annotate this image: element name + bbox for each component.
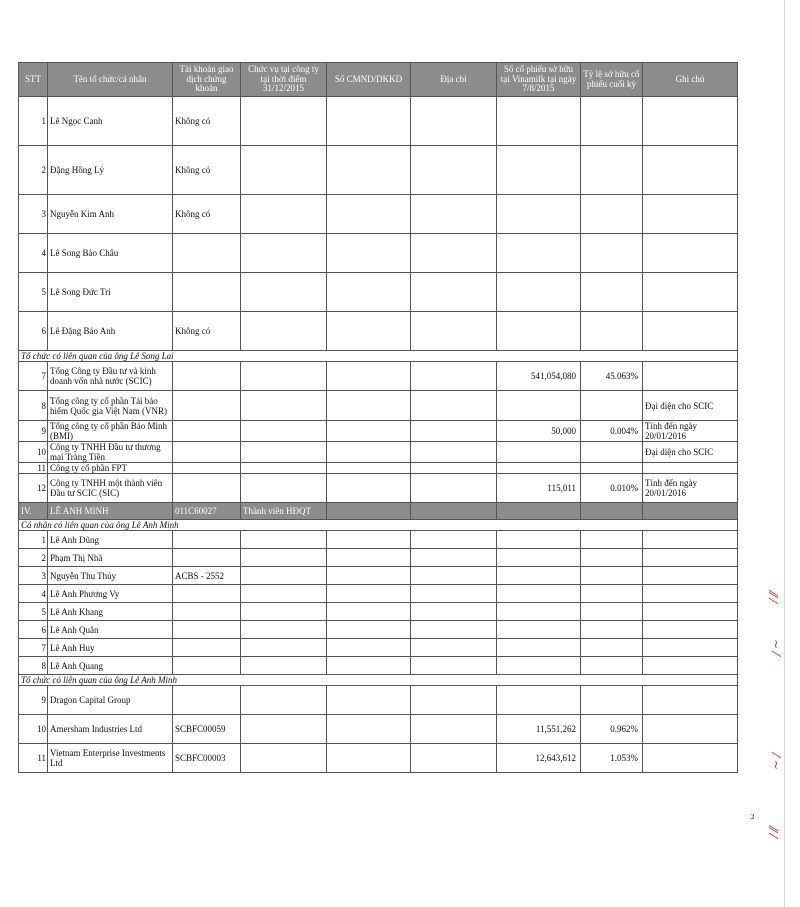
table-row — [19, 686, 738, 715]
row-name: Tổng công ty cổ phần Bảo Minh (BMI) — [48, 421, 173, 442]
row-stt: 7 — [19, 362, 48, 391]
table-row — [19, 273, 738, 312]
table-row — [19, 639, 738, 657]
row-stt: 2 — [19, 549, 48, 567]
row-stt: 8 — [19, 657, 48, 675]
table-row — [19, 234, 738, 273]
row-stt: 9 — [19, 421, 48, 442]
row-account: Không có — [173, 146, 241, 195]
table-row — [19, 312, 738, 351]
row-shares: 50,000 — [497, 421, 581, 442]
row-stt: 7 — [19, 639, 48, 657]
row-name: Đặng Hồng Lý — [48, 146, 173, 195]
group-label-row — [19, 351, 738, 362]
row-shares — [497, 391, 581, 421]
section-stt: IV. — [19, 503, 48, 520]
section-name: LÊ ANH MINH — [48, 503, 173, 520]
row-account — [173, 603, 241, 621]
table-row — [19, 442, 738, 463]
table-row — [19, 567, 738, 585]
table-row — [19, 531, 738, 549]
row-name: Lê Anh Quang — [48, 657, 173, 675]
col-header-id: Số CMND/DKKD — [327, 63, 411, 97]
row-name: Công ty TNHH một thành viên Đầu tư SCIC (SIC) — [48, 474, 173, 503]
group-label: Tổ chức có liên quan của ông Lê Song Lai — [19, 351, 738, 362]
row-stt: 4 — [19, 234, 48, 273]
row-account — [173, 585, 241, 603]
row-account: Không có — [173, 97, 241, 146]
row-stt: 5 — [19, 603, 48, 621]
row-stt: 2 — [19, 146, 48, 195]
row-name: Tổng công ty cổ phần Tái bảo hiểm Quốc gia Việt Nam (VNR) — [48, 391, 173, 421]
row-note — [643, 463, 738, 474]
row-name: Nguyễn Kim Anh — [48, 195, 173, 234]
row-account — [173, 531, 241, 549]
table-row — [19, 195, 738, 234]
row-shares: 541,054,080 — [497, 362, 581, 391]
col-header-stt: STT — [19, 63, 48, 97]
row-account: ACBS - 2552 — [173, 567, 241, 585]
row-account — [173, 657, 241, 675]
table-row — [19, 657, 738, 675]
row-shares: 11,551,262 — [497, 715, 581, 744]
table-row — [19, 97, 738, 146]
col-header-address: Địa chỉ — [411, 63, 497, 97]
row-name: Lê Anh Phương Vy — [48, 585, 173, 603]
table-row — [19, 744, 738, 773]
row-name: Vietnam Enterprise Investments Ltd — [48, 744, 173, 773]
table-row — [19, 585, 738, 603]
table-row — [19, 146, 738, 195]
group-label: Tổ chức có liên quan của ông Lê Anh Minh — [19, 675, 738, 686]
row-name: Tổng Công ty Đầu tư và kinh doanh vốn nhà nước (SCIC) — [48, 362, 173, 391]
row-name: Lê Đặng Bảo Anh — [48, 312, 173, 351]
row-stt: 5 — [19, 273, 48, 312]
row-ratio: 0.962% — [581, 715, 643, 744]
row-ratio — [581, 442, 643, 463]
row-name: Phạm Thị Nhã — [48, 549, 173, 567]
group-label-row — [19, 675, 738, 686]
row-stt: 10 — [19, 715, 48, 744]
row-account: Không có — [173, 195, 241, 234]
row-stt: 1 — [19, 531, 48, 549]
row-shares — [497, 463, 581, 474]
related-parties-table — [18, 62, 738, 773]
row-account — [173, 639, 241, 657]
row-name: Dragon Capital Group — [48, 686, 173, 715]
row-ratio: 1.053% — [581, 744, 643, 773]
row-stt: 11 — [19, 463, 48, 474]
row-stt: 4 — [19, 585, 48, 603]
page-number: 2 — [751, 813, 755, 821]
page-edge — [784, 0, 785, 907]
row-name: Nguyễn Thu Thủy — [48, 567, 173, 585]
row-account: SCBFC00003 — [173, 744, 241, 773]
row-name: Lê Song Bảo Châu — [48, 234, 173, 273]
row-stt: 10 — [19, 442, 48, 463]
row-name: Lê Anh Huy — [48, 639, 173, 657]
table-row — [19, 474, 738, 503]
row-stt: 3 — [19, 567, 48, 585]
row-ratio: 0.004% — [581, 421, 643, 442]
section-account: 011C60027 — [173, 503, 241, 520]
row-name: Công ty TNHH Đầu tư thương mại Tràng Tiền — [48, 442, 173, 463]
col-header-shares: Số cổ phiếu sở hữu tại Vinamilk tại ngày 7/8/2015 — [497, 63, 581, 97]
row-stt: 8 — [19, 391, 48, 421]
row-stt: 3 — [19, 195, 48, 234]
row-shares — [497, 442, 581, 463]
row-shares — [497, 686, 581, 715]
table-row — [19, 362, 738, 391]
row-account — [173, 549, 241, 567]
row-name: Lê Ngọc Canh — [48, 97, 173, 146]
row-ratio — [581, 686, 643, 715]
group-label: Cá nhân có liên quan của ông Lê Anh Minh — [19, 520, 738, 531]
group-label-row — [19, 520, 738, 531]
row-name: Lê Anh Khang — [48, 603, 173, 621]
margin-mark: ~ ⁄ — [768, 639, 783, 655]
row-account — [173, 234, 241, 273]
section-row — [19, 503, 738, 520]
section-position: Thành viên HĐQT — [241, 503, 327, 520]
row-account: Không có — [173, 312, 241, 351]
row-stt: 6 — [19, 621, 48, 639]
col-header-name: Tên tổ chức/cá nhân — [48, 63, 173, 97]
row-note: Đại diện cho SCIC — [643, 442, 738, 463]
row-note: Tính đến ngày 20/01/2016 — [643, 474, 738, 503]
row-stt: 12 — [19, 474, 48, 503]
row-ratio: 45.063% — [581, 362, 643, 391]
row-note: Đại diện cho SCIC — [643, 391, 738, 421]
row-account — [173, 273, 241, 312]
margin-mark: ⁄⁄ ⁄ — [765, 592, 780, 602]
table-row — [19, 421, 738, 442]
row-name: Amersham Industries Ltd — [48, 715, 173, 744]
col-header-ratio: Tỷ lệ sở hữu cổ phiếu cuối kỳ — [581, 63, 643, 97]
margin-mark: ⁄ ~ — [768, 754, 783, 770]
row-account — [173, 686, 241, 715]
table-row — [19, 621, 738, 639]
margin-mark: ⁄⁄ ⁄ — [765, 827, 780, 837]
row-shares: 12,643,612 — [497, 744, 581, 773]
row-note: Tính đến ngày 20/01/2016 — [643, 421, 738, 442]
row-name: Lê Anh Dũng — [48, 531, 173, 549]
row-stt: 1 — [19, 97, 48, 146]
row-ratio: 0.010% — [581, 474, 643, 503]
table-row — [19, 603, 738, 621]
row-name: Lê Anh Quân — [48, 621, 173, 639]
table-row — [19, 463, 738, 474]
row-stt: 11 — [19, 744, 48, 773]
row-name: Công ty cổ phần FPT — [48, 463, 173, 474]
row-account: SCBFC00059 — [173, 715, 241, 744]
row-stt: 9 — [19, 686, 48, 715]
col-header-note: Ghi chú — [643, 63, 738, 97]
row-shares: 115,011 — [497, 474, 581, 503]
col-header-position: Chức vụ tại công ty tại thời điểm 31/12/2015 — [241, 63, 327, 97]
row-account — [173, 621, 241, 639]
row-note — [643, 362, 738, 391]
row-name: Lê Song Đức Trí — [48, 273, 173, 312]
table-row — [19, 715, 738, 744]
table-header-row — [19, 63, 738, 97]
row-stt: 6 — [19, 312, 48, 351]
col-header-account: Tài khoản giao dịch chứng khoán — [173, 63, 241, 97]
row-ratio — [581, 391, 643, 421]
table-row — [19, 549, 738, 567]
table-row — [19, 391, 738, 421]
row-ratio — [581, 463, 643, 474]
